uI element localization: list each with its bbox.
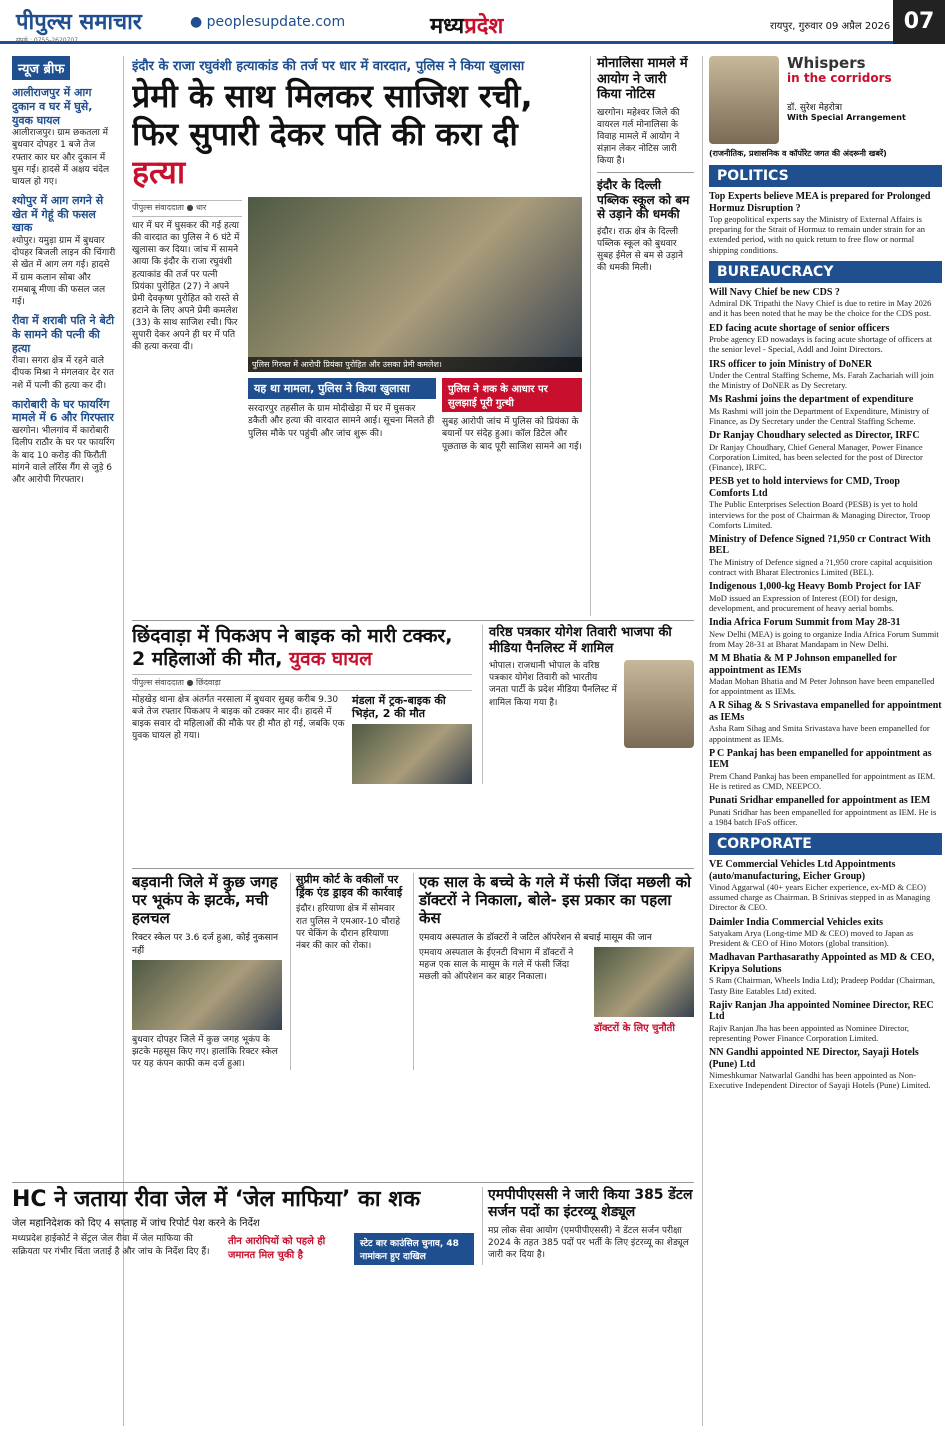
lead-side-box: पुलिस ने शक के आधार पर सुलझाई पूरी गुत्थी xyxy=(442,378,582,412)
whispers-title-1: Whispers xyxy=(787,56,866,72)
whispers-item-headline: NN Gandhi appointed NE Director, Sayaji Hotels (Pune) Ltd xyxy=(709,1047,919,1070)
lead-photo xyxy=(248,197,582,372)
fish-body: एमवाय अस्पताल के ईएनटी विभाग में डॉक्टरों ने महज एक साल के मासूम के गले में फंसी जिंदा मछली को ऑपरेशन कर बाहर निकाला। xyxy=(419,948,574,983)
whispers-item-body: New Delhi (MEA) is going to organize India Africa Forum Summit from May 28-31 at Bharat Mandapam in New Delhi. xyxy=(709,628,939,649)
lead-headline-highlight: हत्या xyxy=(132,152,186,191)
whispers-item-body: The Public Enterprises Selection Board (PESB) is yet to hold interviews for the post of Chairman & Managing Director, Troop Comforts Limited. xyxy=(709,499,931,530)
whispers-item-body: MoD issued an Expression of Interest (EOI) for design, development, and procurement of heavy aerial bombs. xyxy=(709,592,898,613)
hc-rewa-box: तीन आरोपियों को पहले ही जमानत मिल चुकी है xyxy=(228,1236,326,1262)
whispers-item-headline: IRS officer to join Ministry of DoNER xyxy=(709,358,873,370)
chhindwara-byline: पीपुल्स संवाददाता ● छिंदवाड़ा xyxy=(132,674,472,691)
divider xyxy=(597,172,694,173)
whispers-item-body: Satyakam Arya (Long-time MD & CEO) moved to Japan as President & CEO of Hino Motors (global transition). xyxy=(709,928,914,949)
brand-logo xyxy=(16,6,142,44)
mona-column xyxy=(590,56,694,616)
chhindwara-headline-highlight: युवक घायल xyxy=(289,647,372,670)
dps-headline: इंदौर के दिल्ली पब्लिक स्कूल को बम से उड़ाने की धमकी xyxy=(597,178,690,222)
brief-item-body: श्योपुर। यमुड़ा ग्राम में बुधवार दोपहर बिजली लाइन की चिंगारी से खेत में आग लग गई। हादसे में ग्राम कलान सोबा और रामबाबू मीणा की फसल जल गई। xyxy=(12,236,116,307)
whispers-item-headline: Will Navy Chief be new CDS ? xyxy=(709,286,840,298)
whispers-item-headline: Top Experts believe MEA is prepared for Prolonged Hormuz Disruption ? xyxy=(709,191,931,214)
yogesh-photo xyxy=(624,660,694,748)
whispers-item-headline: Ministry of Defence Signed ?1,950 cr Contract With BEL xyxy=(709,533,931,557)
section-title-b: प्रदेश xyxy=(464,14,504,39)
masthead xyxy=(0,0,945,44)
whispers-item-headline: A R Sihag & S Srivastava empanelled for appointment as IEMs xyxy=(709,700,942,723)
whispers-section-title: CORPORATE xyxy=(709,833,942,855)
whispers-item-body: Admiral DK Tripathi the Navy Chief is due to retire in May 2026 and it has been noted that he may be the choice for the CDS post. xyxy=(709,298,932,319)
page-number: 07 xyxy=(893,0,945,44)
lead-headline xyxy=(132,78,582,191)
whispers-item-headline: India Africa Forum Summit from May 28-31 xyxy=(709,617,901,629)
mona-headline: मोनालिसा मामले में आयोग ने जारी किया नोटिस xyxy=(597,56,688,103)
dps-body: इंदौर। राऊ क्षेत्र के दिल्ली पब्लिक स्कूल को बुधवार सुबह ईमेल से बम से उड़ाने की धमकी मिली। xyxy=(597,226,683,274)
barwani-body: बुधवार दोपहर जिले में कुछ जगह भूकंप के झटके महसूस किए गए। हालांकि रिक्टर स्केल पर यह कंपन काफी कम दर्ज हुआ। xyxy=(132,1035,278,1070)
lead-sub-text: सरदारपुर तहसील के ग्राम मोदीखेड़ा में घर में घुसकर डकैती और हत्या की वारदात सामने आई। सूचना मिलते ही पुलिस मौके पर पहुंची और जांच शुरू की। xyxy=(248,404,435,439)
lead-body: धार में घर में घुसकर की गई हत्या की वारदात का पुलिस ने 6 घंटे में खुलासा कर दिया। जांच में सामने आया कि इंदौर के राजा रघुवंशी हत्याकांड की तर्ज पर पत्नी प्रियंका पुरोहित (27) ने अपने प्रेमी देवकृष्ण पुरोहित को रास्ते से हटाने के लिए अपने प्रेमी कमलेश (33) के साथ साजिश रची। फिर सुपारी देकर अपने ही घर में पति की हत्या करवा दी। xyxy=(132,221,240,353)
whispers-sections xyxy=(709,165,942,1091)
site-url[interactable] xyxy=(190,14,345,30)
news-brief-tag: न्यूज ब्रीफ xyxy=(12,56,70,80)
lead-photo-caption: पुलिस गिरफ्त में आरोपी प्रियंका पुरोहित और उसका प्रेमी कमलेश। xyxy=(248,357,582,372)
lead-headline-line1: प्रेमी के साथ मिलकर साजिश रची, xyxy=(132,77,533,115)
whispers-item-body: Top geopolitical experts say the Ministry of External Affairs is preparing for the Strait of Hormuz to remain under strain for an extended period, with no quick return to free flow or normal shipping conditions. xyxy=(709,214,925,255)
hc-rewa-subhead: जेल महानिदेशक को दिए 4 सप्ताह में जांच रिपोर्ट पेश करने के निर्देश xyxy=(12,1218,260,1230)
whispers-item-body: Madan Mohan Bhatia and M Peter Johnson have been empanelled for appointment as IEMs. xyxy=(709,676,935,697)
lead-kicker: इंदौर के राजा रघुवंशी हत्याकांड की तर्ज पर धार में वारदात, पुलिस ने किया खुलासा xyxy=(132,59,525,74)
barwani-photo xyxy=(132,960,282,1030)
globe-icon: ● xyxy=(190,14,207,30)
whispers-item-body: S Ram (Chairman, Wheels India Ltd); Pradeep Poddar (Chairman, Tasty Bite Eatables Ltd) exited. xyxy=(709,975,935,996)
brand-name: पीपुल्स समाचार xyxy=(16,10,142,35)
whispers-section-title: POLITICS xyxy=(709,165,942,187)
mandla-photo xyxy=(352,724,472,784)
dateline: रायपुर, गुरुवार 09 अप्रैल 2026 xyxy=(770,21,891,32)
whispers-column xyxy=(702,56,942,1426)
whispers-item-body: Vinod Aggarwal (40+ years Eicher experience, ex-MD & CEO) assumed charge as Chairman. B Srinivas stepped in as Managing Director & CEO. xyxy=(709,882,931,913)
fish-box: डॉक्टरों के लिए चुनौती xyxy=(594,1023,675,1034)
whispers-item-body: Asha Ram Sihag and Smita Srivastava have been empanelled for appointment as IEMs. xyxy=(709,723,930,744)
whispers-item-headline: Ms Rashmi joins the department of expenditure xyxy=(709,394,914,406)
brief-item-headline: कारोबारी के घर फायरिंग मामले में 6 और गिरफ्तार xyxy=(12,397,114,425)
lead-sub-box: यह था मामला, पुलिस ने किया खुलासा xyxy=(248,378,436,399)
lead-story xyxy=(132,56,582,616)
chhindwara-body: मोहखेड़ थाना क्षेत्र अंतर्गत नरसाला में बुधवार सुबह करीब 9.30 बजे तेज रफ्तार पिकअप ने बाइक को टक्कर मार दी। हादसे में बाइक सवार दो महिलाओं की मौके पर ही मौत हो गई, जबकि एक युवक घायल हो गया। xyxy=(132,694,345,742)
whispers-item-headline: Punati Sridhar empanelled for appointment as IEM xyxy=(709,795,931,807)
mona-body: खरगोन। महेश्वर जिले की वायरल गर्ल मोनालिसा के विवाह मामले में आयोग ने संज्ञान लेकर नोटिस जारी किया है। xyxy=(597,107,680,167)
lead-headline-line2: फिर सुपारी देकर पति की करा दी xyxy=(132,114,518,153)
chhindwara-headline xyxy=(132,625,472,671)
whispers-item-headline: Rajiv Ranjan Jha appointed Nominee Director, REC Ltd xyxy=(709,999,934,1023)
whispers-item-headline: PESB yet to hold interviews for CMD, Troop Comforts Ltd xyxy=(709,476,900,499)
yogesh-headline: वरिष्ठ पत्रकार योगेश तिवारी भाजपा की मीडिया पैनलिस्ट में शामिल xyxy=(489,625,672,656)
barwani-subhead: रिक्टर स्केल पर 3.6 दर्ज हुआ, कोई नुकसान नहीं xyxy=(132,933,279,956)
fish-photo xyxy=(594,947,694,1017)
whispers-item-headline: Madhavan Parthasarathy Appointed as MD & CEO, Kripya Solutions xyxy=(709,952,935,975)
fish-subhead: एमवाय अस्पताल के डॉक्टरों ने जटिल ऑपरेशन से बचाई मासूम की जान xyxy=(419,933,652,943)
chhindwara-headline-text: छिंदवाड़ा में पिकअप ने बाइक को मारी टक्कर, 2 महिलाओं की मौत, xyxy=(132,625,453,670)
whispers-item-headline: M M Bhatia & M P Johnson empanelled for appointment as IEMs xyxy=(709,653,897,676)
mandla-subhead: मंडला में ट्रक-बाइक की भिड़ंत, 2 की मौत xyxy=(352,693,446,720)
whispers-item-body: Prem Chand Pankaj has been empanelled for appointment as IEM. He is retired as CMD, NEEPCO. xyxy=(709,770,936,791)
lead-byline: पीपुल्स संवाददाता ● धार xyxy=(132,200,242,217)
barwani-headline: बड़वानी जिले में कुछ जगह पर भूकंप के झटके, मची हलचल xyxy=(132,873,278,927)
whispers-title xyxy=(787,56,906,84)
arrangement: With Special Arrangement xyxy=(787,113,906,123)
section-title-a: मध्य xyxy=(430,14,465,39)
whispers-item-body: Ms Rashmi will join the Department of Expenditure, Ministry of Finance, as Dy Secretary under the Central Staffing Scheme. xyxy=(709,405,930,427)
brief-item-body: रीवा। सगरा क्षेत्र में रहने वाले दीपक मिश्रा ने मंगलवार देर रात नशे में पत्नी की हत्या कर दी। xyxy=(12,356,115,391)
brief-item-headline: श्योपुर में आग लगने से खेत में गेहूं की फसल खाक xyxy=(12,193,104,235)
brief-item-body: आलीराजपुर। ग्राम छकतला में बुधवार दोपहर 1 बजे तेज रफ्तार कार घर और दुकान में घुस गई। हादसे में अक्षय चंदेल घायल हो गए। xyxy=(12,128,110,187)
brief-item-headline: रीवा में शराबी पति ने बेटी के सामने की पत्नी की हत्या xyxy=(12,314,115,355)
author-name: डॉ. सुरेश मेहरोत्रा xyxy=(787,103,843,114)
whispers-item-body: Probe agency ED nowadays is facing acute shortage of officers at the senior level - Special, Addl and Joint Directors. xyxy=(709,334,933,355)
hc-rewa-body: मध्यप्रदेश हाईकोर्ट ने सेंट्रल जेल रीवा में जेल माफिया की सक्रियता पर गंभीर चिंता जताई है और जांच के निर्देश दिए हैं। xyxy=(12,1234,210,1257)
whispers-item-headline: ED facing acute shortage of senior officers xyxy=(709,322,890,334)
sc-lawyers-headline: सुप्रीम कोर्ट के वकीलों पर ड्रिंक एंड ड्राइव की कार्रवाई xyxy=(296,873,403,900)
lead-side-text: सुबह आरोपी जांच में पुलिस को प्रियंका के बयानों पर संदेह हुआ। कॉल डिटेल और पूछताछ के बाद पूरी साजिश सामने आ गई। xyxy=(442,417,582,452)
whispers-item-body: Punati Sridhar has been empanelled for appointment as IEM. He is a 1984 batch IFoS officer. xyxy=(709,806,937,827)
whispers-item-headline: Indigenous 1,000-kg Heavy Bomb Project for IAF xyxy=(709,581,922,593)
whispers-item-body: The Ministry of Defence signed a ?1,950 crore capital acquisition contract with Bharat Electronics Limited (BEL). xyxy=(709,556,933,578)
whispers-section-title: BUREAUCRACY xyxy=(709,261,942,283)
brief-item-body: खरगोन। भीलगांव में कारोबारी दिलीप राठौर के घर पर फायरिंग के बाद 10 करोड़ की फिरौती मांगने वाले लॉरेंस गैंग से जुड़े 6 और आरोपी गिरफ्तार। xyxy=(12,426,115,485)
lead-body-col xyxy=(132,197,242,452)
whispers-item-body: Dr Ranjay Choudhary, Chief General Manager, Power Finance Corporation Limited, has been selected for the post of Director (Finance), IRFC. xyxy=(709,441,923,473)
yogesh-body: भोपाल। राजधानी भोपाल के वरिष्ठ पत्रकार योगेश तिवारी को भारतीय जनता पार्टी के प्रदेश मीडिया पैनलिस्ट में शामिल किया गया है। xyxy=(489,661,617,708)
brief-item-headline: आलीराजपुर में आग दुकान व घर में घुसे, युवक घायल xyxy=(12,86,93,127)
mppsc-headline: एमपीपीएससी ने जारी किया 385 डेंटल सर्जन पदों का इंटरव्यू शेड्यूल xyxy=(488,1187,693,1220)
hc-rewa-headline: HC ने जताया रीवा जेल में ‘जेल माफिया’ का शक xyxy=(12,1187,421,1212)
author-photo xyxy=(709,56,779,144)
whispers-item-headline: P C Pankaj has been empanelled for appointment as IEM xyxy=(709,747,932,771)
news-brief-list xyxy=(12,86,117,486)
site-url-text: peoplesupdate.com xyxy=(206,14,346,30)
sc-lawyers-body: इंदौर। हरियाणा क्षेत्र में सोमवार रात पुलिस ने एमआर-10 चौराहे पर चेकिंग के दौरान हरियाणा नंबर की कार को रोका। xyxy=(296,904,400,951)
whispers-item-body: Under the Central Staffing Scheme, Ms. Farah Zachariah will join the Ministry of DoNER as Dy Secretary. xyxy=(709,370,934,391)
fish-headline: एक साल के बच्चे के गले में फंसी जिंदा मछली को डॉक्टरों ने निकाला, बोले- इस प्रकार का पहला केस xyxy=(419,873,692,927)
row4 xyxy=(12,1182,694,1432)
whispers-item-headline: Dr Ranjay Choudhary selected as Director, IRFC xyxy=(709,430,920,442)
section-title xyxy=(430,10,503,40)
row3 xyxy=(132,868,694,1178)
whispers-item-body: Nimeshkumar Natwarlal Gandhi has been appointed as Non-Executive Independent Director of Sayaji Hotels (Pune) Limited. xyxy=(709,1070,931,1091)
whispers-tagline: (राजनीतिक, प्रशासनिक व कॉर्पोरेट जगत की अंदरूनी खबरें) xyxy=(709,149,887,158)
whispers-item-headline: VE Commercial Vehicles Ltd Appointments (auto/manufacturing, Eicher Group) xyxy=(709,859,896,882)
bar-council-box: स्टेट बार काउंसिल चुनाव, 48 नामांकन हुए दाखिल xyxy=(354,1233,474,1265)
brand-contact: संपर्क : 0755-2620707 xyxy=(16,37,79,44)
whispers-title-2: in the corridors xyxy=(787,70,892,85)
mid-row xyxy=(132,620,694,860)
whispers-item-headline: Daimler India Commercial Vehicles exits xyxy=(709,916,884,928)
whispers-item-body: Rajiv Ranjan Jha has been appointed as Nominee Director, representing Power Finance Corporation Limited. xyxy=(709,1022,910,1043)
mppsc-body: मप्र लोक सेवा आयोग (एमपीपीएससी) ने डेंटल सर्जन परीक्षा 2024 के तहत 385 पदों पर भर्ती के लिए इंटरव्यू का शेड्यूल जारी कर दिया है। xyxy=(488,1225,689,1260)
